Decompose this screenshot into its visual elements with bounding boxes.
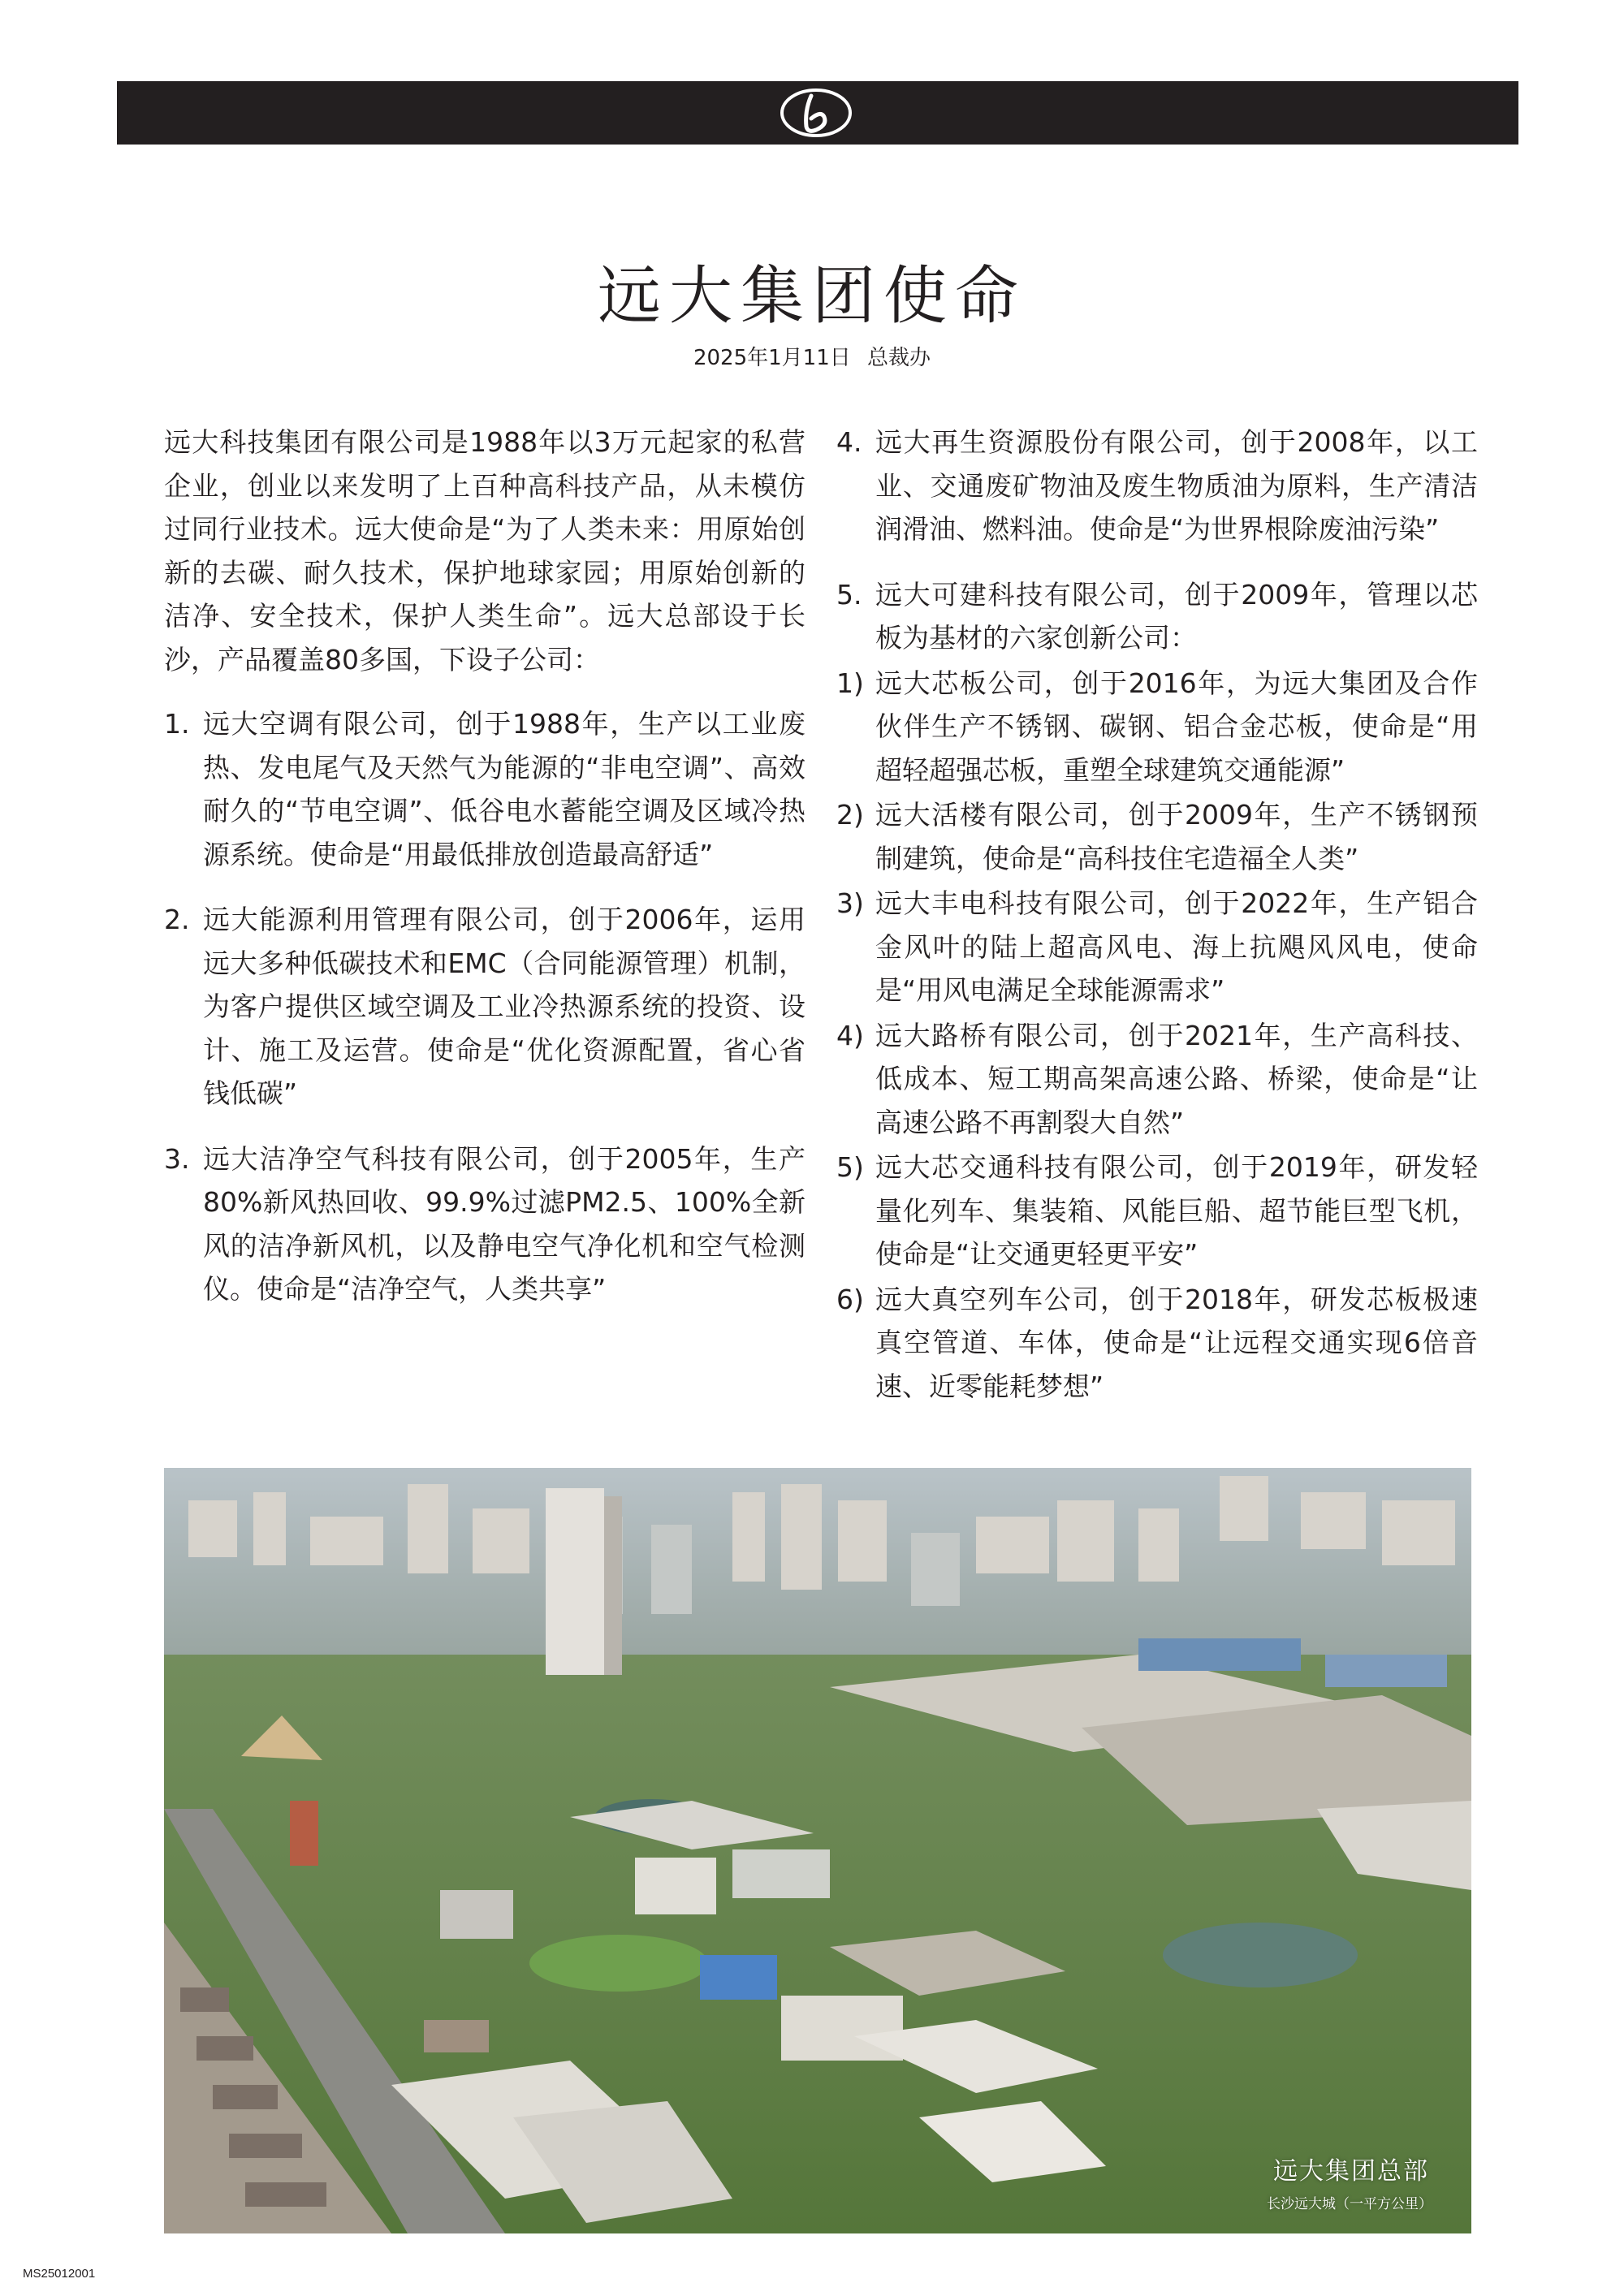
aerial-photo-illustration <box>164 1468 1471 2233</box>
list-number: 4. <box>836 426 862 458</box>
list-number: 5. <box>836 578 862 611</box>
sub-list-number: 4) <box>836 1019 864 1051</box>
headquarters-aerial-photo <box>164 1468 1471 2233</box>
list-item <box>836 421 1478 551</box>
right-column <box>836 421 1478 1409</box>
issuing-office: 总裁办 <box>867 346 931 370</box>
photo-caption-sub: 长沙远大城（一平方公里） <box>1267 2196 1432 2212</box>
list-text: 远大空调有限公司，创于1988年，生产以工业废热、发电尾气及天然气为能源的“非电空调”、高效耐久的“节电空调”、低谷电水蓄能空调及区域冷热源系统。使命是“用最低排放创造最高舒适” <box>203 708 806 870</box>
sub-list-number: 6) <box>836 1283 864 1315</box>
sub-list-text: 远大芯板公司，创于2016年，为远大集团及合作伙伴生产不锈钢、碳钢、铝合金芯板，使命是“用超轻超强芯板，重塑全球建筑交通能源” <box>875 667 1478 786</box>
broad-b-logo-icon <box>775 86 857 140</box>
list-text: 远大再生资源股份有限公司，创于2008年，以工业、交通废矿物油及废生物质油为原料，生产清洁润滑油、燃料油。使命是“为世界根除废油污染” <box>875 426 1478 545</box>
sub-list-number: 2) <box>836 799 864 831</box>
page-subtitle <box>0 344 1624 372</box>
issue-date: 2025年1月11日 <box>693 346 851 370</box>
sub-list-text: 远大芯交通科技有限公司，创于2019年，研发轻量化列车、集装箱、风能巨船、超节能巨型飞机，使命是“让交通更轻更平安” <box>875 1151 1478 1270</box>
sub-list-text: 远大活楼有限公司，创于2009年，生产不锈钢预制建筑，使命是“高科技住宅造福全人类” <box>875 799 1478 874</box>
sub-list-text: 远大路桥有限公司，创于2021年，生产高科技、低成本、短工期高架高速公路、桥梁，使命是“让高速公路不再割裂大自然” <box>875 1019 1478 1138</box>
list-item <box>836 573 1478 660</box>
list-number: 3. <box>164 1142 190 1175</box>
list-item <box>164 1137 806 1311</box>
sub-list-number: 5) <box>836 1151 864 1183</box>
list-number: 2. <box>164 904 190 935</box>
list-number: 1. <box>164 708 190 740</box>
list-text: 远大能源利用管理有限公司，创于2006年，运用远大多种低碳技术和EMC（合同能源管理）机制，为客户提供区域空调及工业冷热源系统的投资、设计、施工及运营。使命是“优化资源配置，省心省钱低碳” <box>203 904 806 1109</box>
list-item <box>164 898 806 1116</box>
page-title: 远大集团使命 <box>597 260 1026 333</box>
sub-list-number: 1) <box>836 667 864 699</box>
sub-list-item <box>836 1014 1478 1145</box>
sub-list-text: 远大真空列车公司，创于2018年，研发芯板极速真空管道、车体，使命是“让远程交通实现6倍音速、近零能耗梦想” <box>875 1283 1478 1402</box>
intro-paragraph: 远大科技集团有限公司是1988年以3万元起家的私营企业，创业以来发明了上百种高科技产品，从未模仿过同行业技术。远大使命是“为了人类未来：用原始创新的去碳、耐久技术，保护地球家园；用原始创新的洁净、安全技术，保护人类生命”。远大总部设于长沙，产品覆盖80多国，下设子公司： <box>164 426 806 675</box>
sub-list-item <box>836 793 1478 880</box>
list-text: 远大可建科技有限公司，创于2009年，管理以芯板为基材的六家创新公司： <box>875 578 1478 654</box>
sub-list-text: 远大丰电科技有限公司，创于2022年，生产铝合金风叶的陆上超高风电、海上抗飓风风电，使命是“用风电满足全球能源需求” <box>875 887 1478 1006</box>
sub-list-item <box>836 882 1478 1012</box>
left-column <box>164 421 806 1333</box>
list-item <box>164 702 806 876</box>
document-number: MS25012001 <box>23 2267 96 2281</box>
sub-list-item <box>836 1278 1478 1409</box>
photo-caption: 远大集团总部 <box>1273 2157 1429 2186</box>
sub-list-item <box>836 662 1478 792</box>
list-text: 远大洁净空气科技有限公司，创于2005年，生产80%新风热回收、99.9%过滤PM2.5、100%全新风的洁净新风机，以及静电空气净化机和空气检测仪。使命是“洁净空气，人类共享” <box>203 1142 806 1305</box>
sub-list-item <box>836 1146 1478 1276</box>
sub-list-number: 3) <box>836 887 864 919</box>
